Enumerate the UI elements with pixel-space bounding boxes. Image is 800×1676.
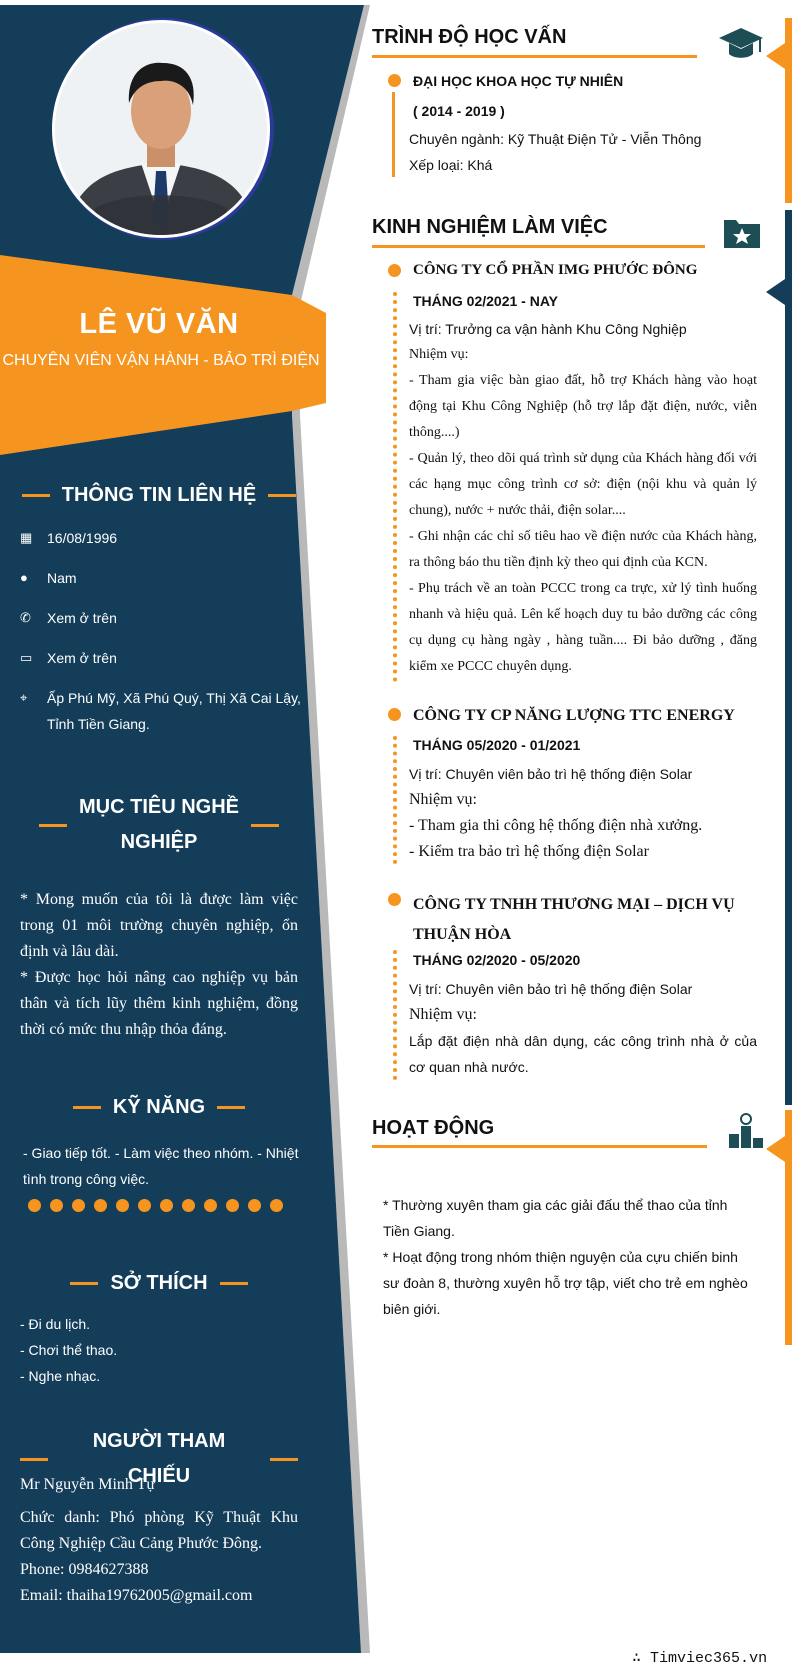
education-major: Chuyên ngành: Kỹ Thuật Điện Tử - Viễn Thông <box>409 131 702 147</box>
address-value: Ấp Phú Mỹ, Xã Phú Quý, Thị Xã Cai Lậy, Tỉnh Tiền Giang. <box>47 690 301 732</box>
heading-bar <box>70 1282 98 1285</box>
job-position: Vị trí: Chuyên viên bảo trì hệ thống điện Solar <box>409 766 693 782</box>
job-company: CÔNG TY CP NĂNG LƯỢNG TTC ENERGY <box>413 707 735 724</box>
job-period: THÁNG 02/2021 - NAY <box>413 293 558 309</box>
objective-text: * Mong muốn của tôi là được làm việc trong 01 môi trường chuyên nghiệp, ổn định và lâu dài. * Được học hỏi nâng cao nghiệp vụ bản thân và tích lũy thêm kinh nghiệm, đồng thời có mức thu nhập thỏa đáng. <box>20 891 298 1038</box>
job-duties-label: Nhiệm vụ: <box>409 791 477 808</box>
skill-dot <box>248 1199 261 1212</box>
reference-title: Chức danh: Phó phòng Kỹ Thuật Khu Công Nghiệp Cầu Cảng Phước Đông. <box>20 1509 298 1552</box>
user-icon: ● <box>20 570 28 585</box>
job-duties-label: Nhiệm vụ: <box>409 1006 477 1023</box>
reference-name: Mr Nguyễn Minh Tự <box>20 1476 156 1493</box>
job-title: CHUYÊN VIÊN VẬN HÀNH - BẢO TRÌ ĐIỆN <box>2 352 320 369</box>
birthday-value: 16/08/1996 <box>47 530 118 546</box>
job-position: Vị trí: Trưởng ca vận hành Khu Công Nghiệp <box>409 321 687 337</box>
timeline-bullet <box>388 893 401 906</box>
contact-gender <box>20 565 310 591</box>
activities-heading: HOẠT ĐỘNG <box>372 1117 495 1139</box>
job-duties: - Tham gia việc bàn giao đất, hỗ trợ Khách hàng vào hoạt động tại Khu Công Nghiệp (hỗ trợ lắp đặt điện, nước, viễn thông....) - Quản lý, theo dõi quá trình sử dụng của Khách hàng đối với các hạng mục công trình cơ sở: điện (nội khu và quản lý chung), nước + nước thải, điện solar.... - Ghi nhận các chỉ số tiêu hao về điện nước của Khách hàng, ra thông báo thu tiền định kỳ theo qui định của KCN. - Phụ trách về an toàn PCCC trong ca trực, xử lý tình huống nhanh và hiệu quả. Lên kế hoạch duy tu bảo dưỡng các công cụ dụng cụ hàng ngày , hàng tuần.... Đi bảo dưỡng , đăng kiểm xe PCCC chuyên dụng. <box>409 373 757 674</box>
job-period: THÁNG 02/2020 - 05/2020 <box>413 952 581 968</box>
job-position: Vị trí: Chuyên viên bảo trì hệ thống điện Solar <box>409 981 693 997</box>
footer-brand <box>632 1648 767 1667</box>
heading-underline <box>372 245 705 248</box>
education-heading: TRÌNH ĐỘ HỌC VẤN <box>372 26 567 48</box>
folder-star-icon <box>722 216 762 255</box>
heading-bar <box>20 1458 48 1461</box>
heading-bar <box>217 1106 245 1109</box>
reference-heading-text: NGƯỜI THAM CHIẾU <box>92 1430 226 1487</box>
job-duties: Lắp đặt điện nhà dân dụng, các công trình nhà ở của cơ quan nhà nước. <box>409 1033 757 1075</box>
reference-email: Email: thaiha19762005@gmail.com <box>20 1587 253 1604</box>
section-side-bar <box>785 1110 792 1345</box>
contact-email <box>20 645 310 671</box>
job-period: THÁNG 05/2020 - 01/2021 <box>413 737 581 753</box>
skill-dot <box>28 1199 41 1212</box>
job-duties: - Tham gia thi công hệ thống điện nhà xưởng. - Kiểm tra bảo trì hệ thống điện Solar <box>409 817 703 860</box>
footer-brand-text: Timviec365.vn <box>650 1650 768 1667</box>
job-company: CÔNG TY CỔ PHẦN IMG PHƯỚC ĐÔNG <box>413 262 698 278</box>
objective-heading-text <box>67 790 251 860</box>
activities-text: * Thường xuyên tham gia các giải đấu thể thao của tỉnh Tiền Giang. * Hoạt động trong nhóm thiện nguyện của cựu chiến binh sư đoàn 8, thường xuyên hỗ trợ tập, viết cho trẻ em nghèo biên giới. <box>383 1197 748 1317</box>
brand-icon: ∴ <box>632 1650 651 1667</box>
email-value: Xem ở trên <box>47 650 117 666</box>
reference-phone: Phone: 0984627388 <box>20 1561 149 1578</box>
section-side-bar <box>785 18 792 203</box>
skill-dot <box>160 1199 173 1212</box>
skill-dot <box>204 1199 217 1212</box>
podium-icon <box>727 1112 765 1155</box>
timeline-bullet <box>388 708 401 721</box>
map-pin-icon: ⌖ <box>20 690 28 705</box>
timeline-dotted-line <box>393 736 397 864</box>
avatar-photo <box>55 23 267 235</box>
calendar-icon: ▦ <box>20 530 33 545</box>
skill-dot <box>50 1199 63 1212</box>
heading-bar <box>270 1458 298 1461</box>
education-grade: Xếp loại: Khá <box>409 157 493 173</box>
skill-dot <box>94 1199 107 1212</box>
section-marker <box>766 279 785 305</box>
skill-dot <box>116 1199 129 1212</box>
skill-dot <box>138 1199 151 1212</box>
graduation-cap-icon <box>718 26 764 67</box>
heading-bar <box>39 824 67 827</box>
education-period: ( 2014 - 2019 ) <box>413 103 505 119</box>
hobbies-heading-text: SỞ THÍCH <box>110 1272 208 1294</box>
hobby-item: - Đi du lịch. <box>20 1316 91 1332</box>
skill-dot <box>182 1199 195 1212</box>
education-school: ĐẠI HỌC KHOA HỌC TỰ NHIÊN <box>413 73 624 89</box>
contact-phone <box>20 605 310 631</box>
hobbies-heading <box>20 1266 298 1301</box>
heading-bar <box>220 1282 248 1285</box>
heading-bar <box>251 824 279 827</box>
experience-heading: KINH NGHIỆM LÀM VIỆC <box>372 216 608 238</box>
gender-value: Nam <box>47 570 77 586</box>
phone-icon: ✆ <box>20 610 31 625</box>
envelope-icon: ▭ <box>20 650 33 665</box>
skills-text: - Giao tiếp tốt. - Làm việc theo nhóm. - Nhiệt tình trong công việc. <box>23 1145 299 1187</box>
contact-heading-text: THÔNG TIN LIÊN HỆ <box>61 484 257 506</box>
section-side-bar <box>785 210 792 1105</box>
candidate-name: LÊ VŨ VĂN <box>79 308 239 340</box>
avatar <box>52 20 270 238</box>
objective-heading-line2: NGHIỆP <box>120 831 198 853</box>
hobby-item: - Nghe nhạc. <box>20 1368 101 1384</box>
timeline-line <box>392 92 395 177</box>
skills-heading <box>20 1090 298 1125</box>
phone-value: Xem ở trên <box>47 610 117 626</box>
heading-underline <box>372 55 697 58</box>
skill-level-dots <box>28 1199 283 1212</box>
timeline-dotted-line <box>393 950 397 1080</box>
contact-birthday <box>20 525 310 551</box>
heading-bar <box>22 494 50 497</box>
contact-address <box>20 685 310 737</box>
heading-underline <box>372 1145 707 1148</box>
timeline-bullet <box>388 264 401 277</box>
section-marker <box>766 43 785 69</box>
section-marker <box>766 1136 785 1162</box>
timeline-dotted-line <box>393 292 397 682</box>
skill-dot <box>72 1199 85 1212</box>
job-duties-label: Nhiệm vụ: <box>409 347 469 362</box>
job-company: CÔNG TY TNHH THƯƠNG MẠI – DỊCH VỤ THUẬN HÒA <box>413 896 735 943</box>
objective-heading-line1: MỤC TIÊU NGHỀ <box>79 796 239 818</box>
skills-heading-text: KỸ NĂNG <box>112 1096 206 1118</box>
hobbies-list <box>20 1311 310 1389</box>
hobby-item: - Chơi thể thao. <box>20 1342 118 1358</box>
timeline-bullet <box>388 74 401 87</box>
contact-heading <box>20 478 298 513</box>
heading-bar <box>73 1106 101 1109</box>
heading-bar <box>268 494 296 497</box>
skill-dot <box>270 1199 283 1212</box>
skill-dot <box>226 1199 239 1212</box>
objective-heading <box>20 790 298 860</box>
